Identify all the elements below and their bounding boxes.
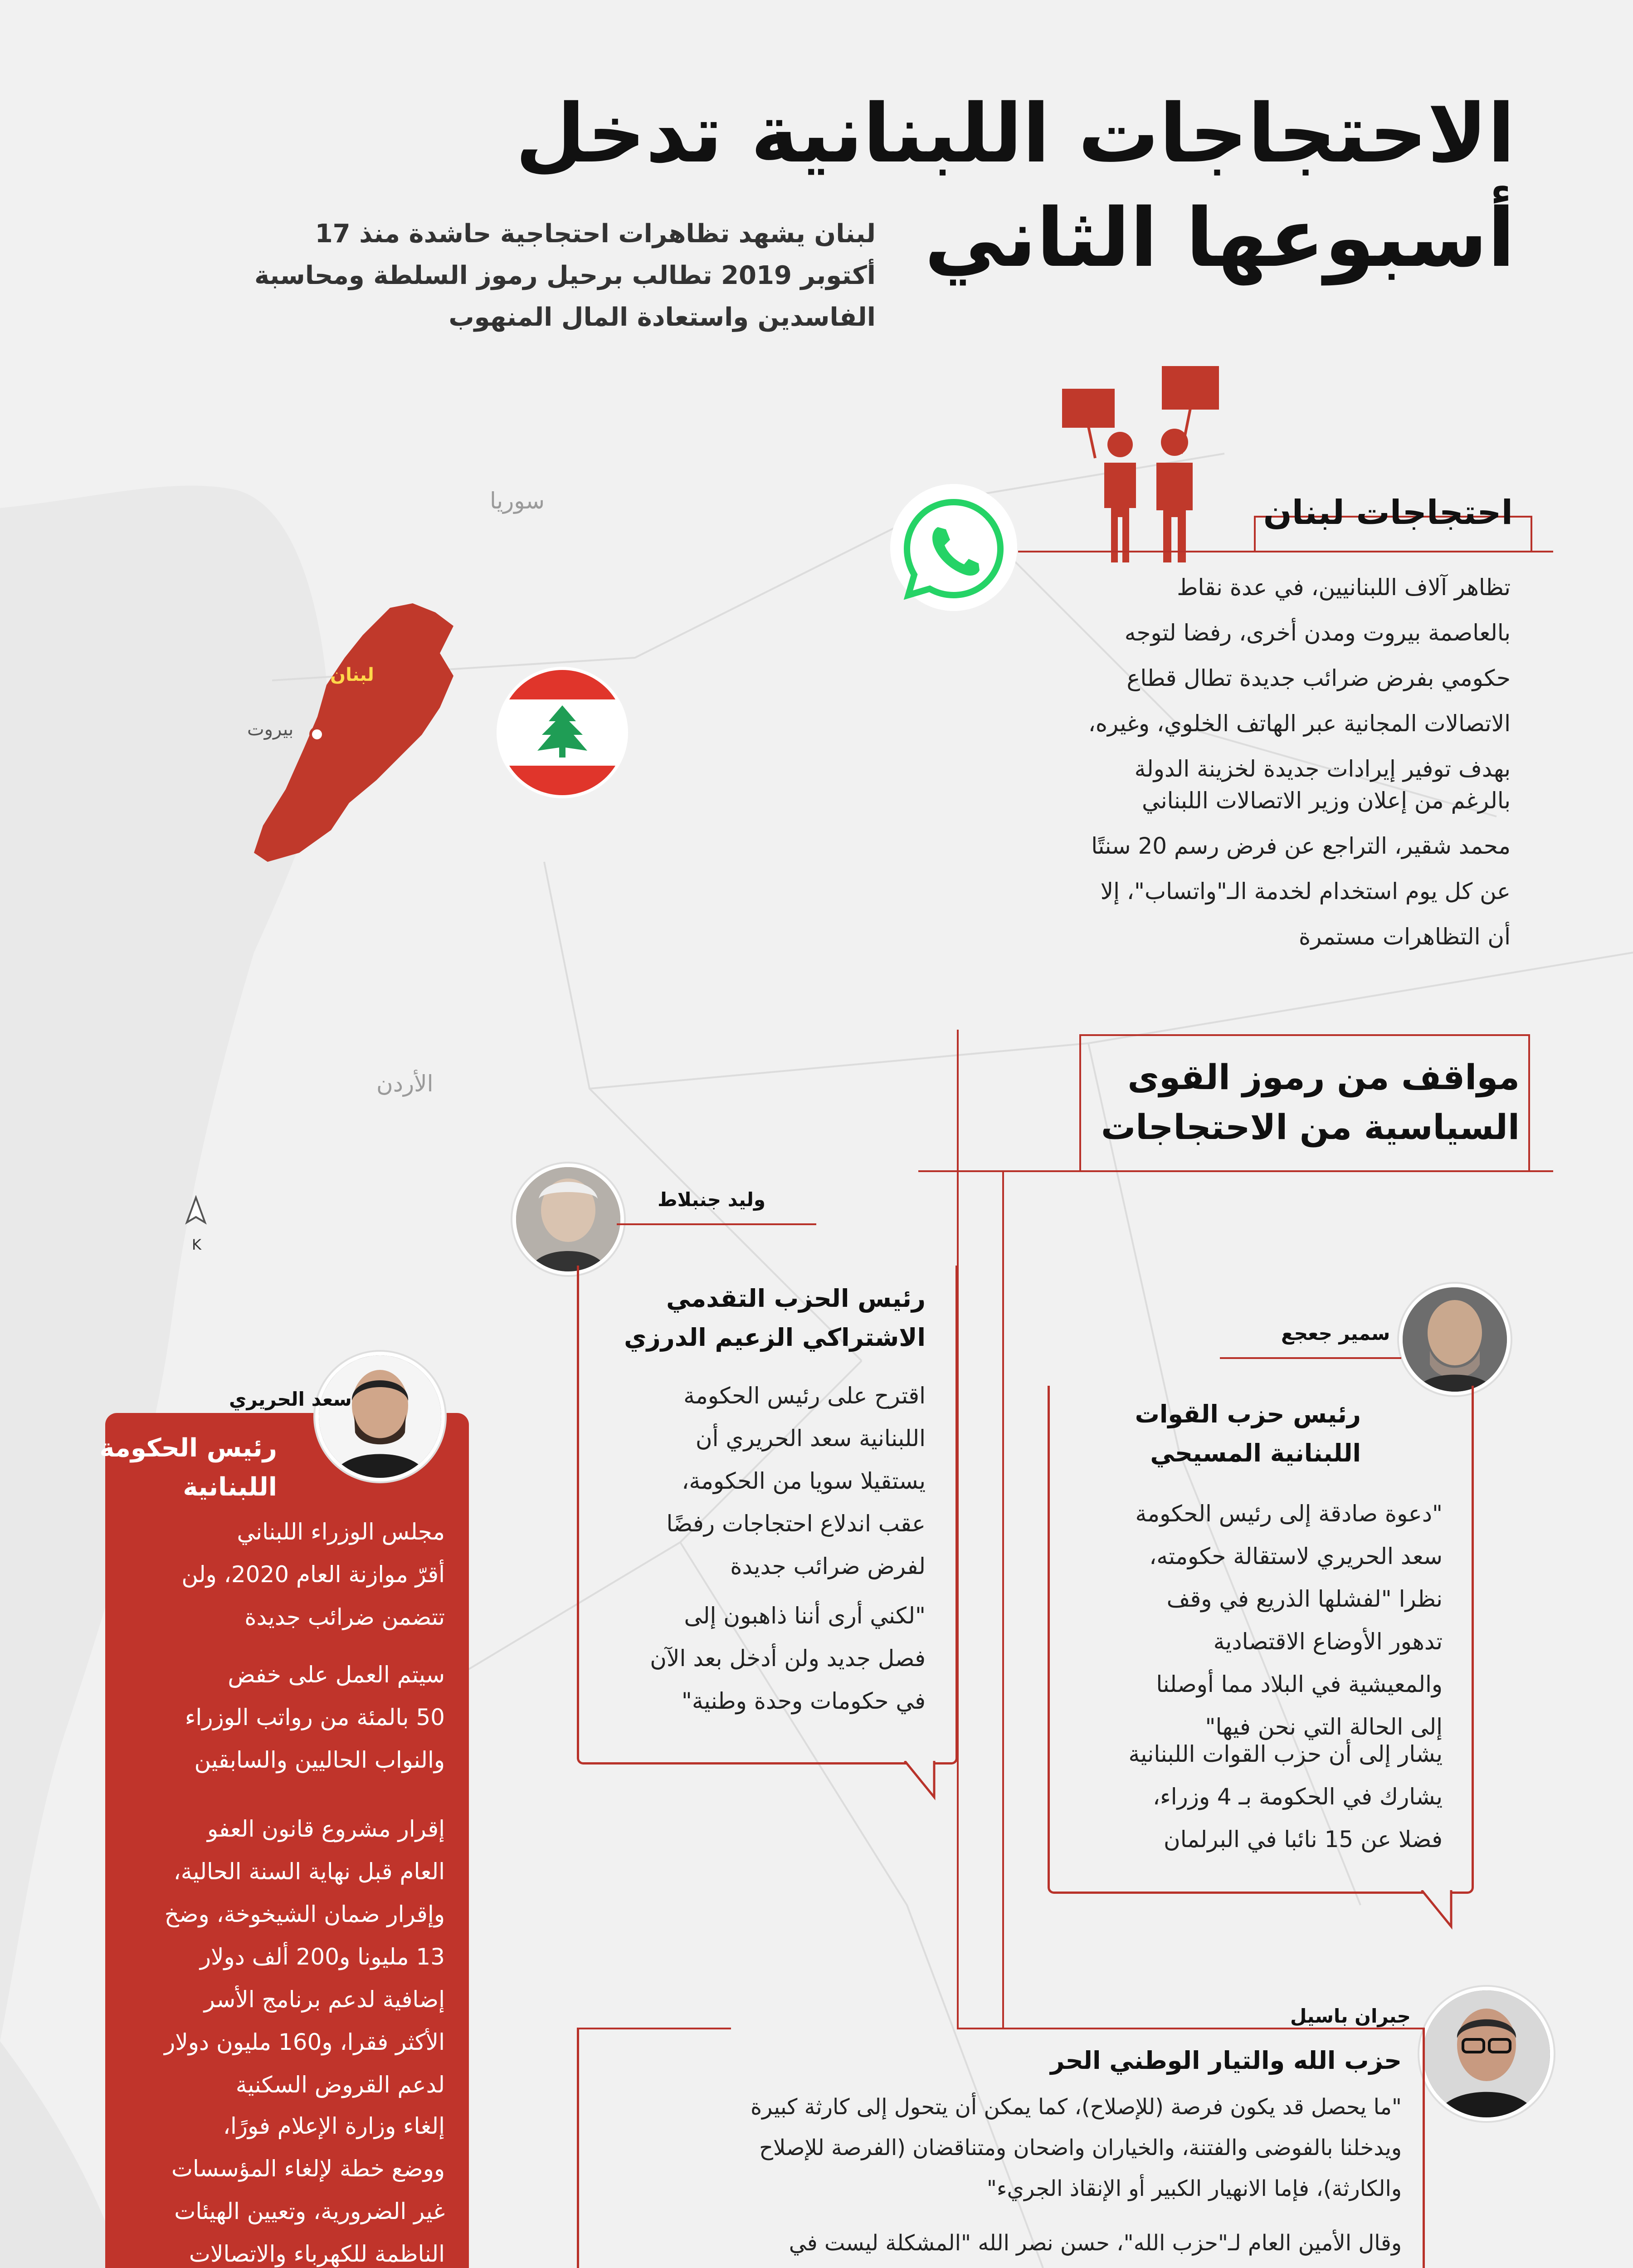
role-line: رئيس حزب القوات [1135,1400,1361,1428]
map-label-beirut: بيروت [247,719,294,740]
title-line-1: الاحتجاجات اللبنانية تدخل [515,87,1515,181]
name-underline [1220,1357,1401,1359]
text-line: سعد الحريري لاستقالة حكومته، [1149,1543,1443,1569]
protesters-icon [1054,354,1245,562]
role-line: رئيس الحكومة [99,1433,277,1463]
text-line: وقال الأمين العام لـ"حزب الله"، حسن نصر الله "المشكلة ليست في [789,2230,1402,2256]
text-line: يشارك في الحكومة بـ 4 وزراء، [1153,1784,1443,1810]
role-line: اللبنانية [183,1472,277,1502]
bubble-top-left [577,2028,731,2029]
geagea-name: سمير جعجع [1281,1322,1390,1344]
text-line: بهدف توفير إيرادات جديدة لخزينة الدولة [1134,756,1511,782]
page-subtitle [195,213,876,338]
text-line: فضلا عن 15 نائبا في البرلمان [1164,1826,1443,1853]
bubble-tail [1419,1890,1456,1931]
text-line: ووضع خطة لإلغاء المؤسسات [171,2156,445,2182]
protests-paragraph-2 [1012,778,1511,959]
text-line: "دعوة صادقة إلى رئيس الحكومة [1135,1501,1443,1527]
map-label-lebanon: لبنان [330,665,374,685]
text-line: عقب اندلاع احتجاجات رفضًا [666,1510,926,1537]
jumblatt-role [608,1279,926,1357]
text-line: محمد شقير، التراجع عن فرض رسم 20 سنتًا [1091,833,1511,859]
beirut-marker [309,727,325,742]
jumblatt-paragraph-2 [608,1594,926,1722]
geagea-paragraph-1 [1062,1492,1443,1748]
text-line: والمعيشية في البلاد مما أوصلنا [1156,1671,1443,1697]
compass-icon [182,1195,210,1236]
text-line: أقرّ موازنة العام 2020، ولن [181,1561,445,1588]
text-line: والنواب الحاليين والسابقين [194,1747,445,1773]
text-line: تدهور الأوضاع الاقتصادية [1213,1628,1443,1655]
positions-heading [1066,1052,1520,1152]
person-photo-icon [516,1167,620,1271]
text-line: "ما يحصل قد يكون فرصة (للإصلاح)، كما يمكن أن يتحول إلى كارثة كبيرة [750,2094,1402,2120]
text-line: في حكومات وحدة وطنية" [681,1688,926,1714]
text-line: 13 مليونا و200 ألف دولار [200,1944,445,1970]
text-line: ويدخلنا بالفوضى والفتنة، والخياران واضحان ومتناقضان (الفرصة للإصلاح [759,2135,1402,2160]
text-line: نظرا "لفشلها الذريع في وقف [1166,1586,1443,1612]
bassil-role: حزب الله والتيار الوطني الحر [1050,2046,1402,2075]
timeline-line [1002,1170,1004,2028]
subtitle-line: الفاسدين واستعادة المال المنهوب [448,303,876,332]
hariri-name: سعد الحريري [229,1388,352,1410]
person-photo-icon [319,1355,441,1478]
text-line: تظاهر آلاف اللبنانيين، في عدة نقاط [1177,574,1511,601]
text-line: فصل جديد ولن أدخل بعد الآن [650,1645,926,1672]
text-line: لدعم القروض السكنية [235,2072,445,2098]
protests-heading: احتجاجات لبنان [1263,493,1513,532]
jumblatt-name: وليد جنبلاط [658,1188,765,1211]
text-line: اقترح على رئيس الحكومة [683,1383,926,1409]
text-line: والكارثة)، فإما الانهيار الكبير أو الإنقاذ الجريء" [986,2176,1402,2201]
lebanon-flag-icon [497,667,628,798]
text-line: إضافية لدعم برنامج الأسر [204,1986,445,2013]
text-line: أن التظاهرات مستمرة [1299,924,1511,950]
heading-bracket [1528,1034,1530,1170]
text-line: حكومي بفرض ضرائب جديدة تطال قطاع [1126,665,1511,691]
person-photo-icon [1403,1287,1507,1392]
heading-bracket [1079,1034,1528,1036]
heading-underline [1018,551,1553,552]
text-line: بالعاصمة بيروت ومدن أخرى، رفضا لتوجه [1124,620,1511,646]
text-line: إقرار مشروع قانون العفو [207,1816,445,1842]
text-line: غير الضرورية، وتعيين الهيئات [174,2198,445,2224]
protests-paragraph-1 [1012,565,1511,792]
jumblatt-paragraph-1 [608,1374,926,1588]
text-line: تتضمن ضرائب جديدة [244,1604,445,1630]
text-line: لفرض ضرائب جديدة [730,1553,926,1579]
hariri-paragraph-2 [109,1653,445,1781]
hariri-role [41,1429,277,1507]
whatsapp-icon [888,482,1019,613]
heading-bracket [1254,516,1256,552]
bubble-tail [902,1761,939,1802]
text-line: سيتم العمل على خفض [228,1662,445,1688]
role-line: اللبنانية المسيحي [1150,1439,1361,1467]
role-line: الاشتراكي الزعيم الدرزي [624,1323,926,1352]
text-line: يستقيلا سويا من الحكومة، [682,1468,926,1494]
text-line: عن كل يوم استخدام لخدمة الـ"واتساب"، إلا [1100,878,1511,904]
bassil-avatar [1419,1987,1554,2121]
text-line: "لكني أرى أننا ذاهبون إلى [684,1603,926,1629]
text-line: بالرغم من إعلان وزير الاتصالات اللبناني [1142,787,1511,814]
map-label-syria: سوريا [490,488,545,514]
hariri-avatar [315,1352,445,1481]
text-line: اللبنانية سعد الحريري أن [695,1425,926,1452]
text-line: الأكثر فقرا، و160 مليون دولار [164,2029,445,2055]
text-line: الناظمة للكهرباء والاتصالات [189,2241,445,2267]
geagea-paragraph-2 [1062,1733,1443,1861]
title-line-2: أسبوعها الثاني [924,191,1515,285]
hariri-paragraph-4 [109,2105,445,2268]
hariri-paragraph-3 [109,1808,445,2106]
text-line: مجلس الوزراء اللبناني [237,1519,445,1545]
text-line: يشار إلى أن حزب القوات اللبنانية [1128,1741,1443,1767]
compass-label: K [192,1236,201,1253]
bassil-paragraph-2 [576,2223,1402,2268]
bassil-name: جبران باسيل [1290,2005,1411,2027]
geagea-role [1021,1395,1361,1473]
heading-underline [918,1170,1553,1172]
subtitle-line: لبنان يشهد تظاهرات احتجاجية حاشدة منذ 17 [315,219,876,249]
person-photo-icon [1423,1990,1550,2117]
text-line [576,2263,1402,2268]
geagea-avatar [1399,1284,1511,1395]
text-line: العام قبل نهاية السنة الحالية، [173,1858,445,1885]
name-underline [617,1223,816,1225]
text-line: إلى الحالة التي نحن فيها" [1205,1714,1443,1740]
text-line: وإقرار ضمان الشيخوخة، وضخ [164,1901,445,1927]
role-line: رئيس الحزب التقدمي [666,1284,926,1313]
heading-line: مواقف من رموز القوى [1127,1057,1520,1097]
heading-line: السياسية من الاحتجاجات [1101,1107,1520,1147]
bassil-paragraph-1 [576,2087,1402,2209]
heading-bracket [1531,516,1532,552]
map-label-jordan: الأردن [376,1070,434,1097]
text-line: إلغاء وزارة الإعلام فورًا، [223,2113,445,2139]
hariri-paragraph-1 [109,1510,445,1638]
text-line: 50 بالمئة من رواتب الوزراء [185,1704,445,1730]
text-line: الاتصالات المجانية عبر الهاتف الخلوي، وغيره، [1088,710,1511,737]
jumblatt-avatar [512,1163,624,1275]
subtitle-line: أكتوبر 2019 تطالب برحيل رموز السلطة ومحاسبة [254,261,876,290]
